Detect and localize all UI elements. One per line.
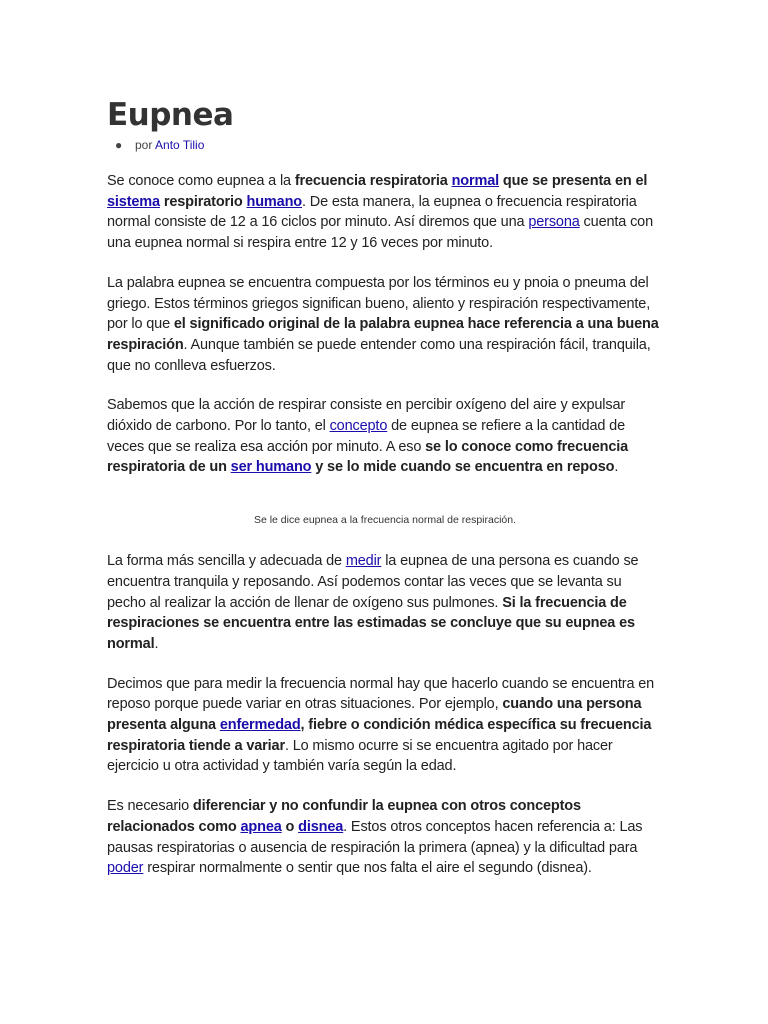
link-persona[interactable]: persona: [528, 214, 580, 231]
byline: [107, 137, 663, 153]
text: .: [154, 635, 159, 652]
text: . Aunque también se puede entender como una respiración fácil, tranquila, que no conlleva esfuerzos.: [107, 336, 651, 374]
text: La palabra eupnea se encuentra compuesta por los términos eu y pnoia o pneuma del griego. Estos términos griegos significan bueno, aliento y respiración respectivamente, por lo que: [107, 274, 651, 333]
bold-text: que se presenta en el: [499, 173, 648, 189]
link-poder[interactable]: poder: [107, 860, 144, 877]
link-ser-humano[interactable]: ser humano: [230, 459, 312, 476]
byline-prefix: por: [135, 138, 156, 152]
text: . Lo mismo ocurre si se encuentra agitado por hacer ejercicio u otra actividad y también varía según la edad.: [107, 737, 613, 775]
text: respirar normalmente o sentir que nos falta el aire el segundo (disnea).: [143, 860, 592, 877]
bold-text: se lo conoce como frecuencia respiratoria de un: [107, 438, 629, 476]
image-caption: Se le dice eupnea a la frecuencia normal de respiración.: [253, 514, 517, 527]
bold-text: Si la frecuencia de respiraciones se encuentra entre las estimadas se concluye que su eupnea es normal: [107, 594, 635, 652]
link-disnea[interactable]: disnea: [298, 818, 344, 835]
link-enfermedad[interactable]: enfermedad: [219, 717, 301, 734]
article-title: Eupnea: [107, 97, 234, 133]
paragraph-1: [107, 171, 663, 254]
text: Sabemos que la acción de respirar consiste en percibir oxígeno del aire y expulsar dióxido de carbono. Por lo tanto, el: [107, 397, 626, 435]
bold-text: frecuencia respiratoria: [294, 173, 452, 189]
paragraph-3: [107, 395, 663, 478]
text: Se conoce como eupnea a la: [107, 173, 295, 189]
text: la eupnea de una persona es cuando se encuentra tranquila y reposando. Así podemos contar las veces que se levanta su pecho al realizar la acción de llenar de oxígeno sus pulmones.: [107, 553, 639, 611]
text: Decimos que para medir la frecuencia normal hay que hacerlo cuando se encuentra en reposo porque puede variar en otras situaciones. Por ejemplo,: [107, 675, 655, 713]
link-humano[interactable]: humano: [246, 193, 303, 210]
bold-text: diferenciar y no confundir la eupnea con otros conceptos relacionados como: [107, 798, 581, 835]
text: de eupnea se refiere a la cantidad de veces que se realiza esa acción por minuto. A eso: [107, 418, 625, 455]
paragraph-5: [107, 674, 663, 778]
bullet-icon: ●: [115, 138, 123, 152]
link-apnea[interactable]: apnea: [240, 818, 282, 835]
text: La forma más sencilla y adecuada de: [107, 553, 346, 570]
bold-text: o: [281, 818, 299, 835]
bold-text: cuando una persona presenta alguna: [107, 696, 642, 734]
paragraph-6: [107, 796, 663, 879]
text: Es necesario: [107, 798, 193, 815]
link-concepto[interactable]: concepto: [329, 418, 388, 435]
bold-text: y se lo mide cuando se encuentra en reposo: [311, 459, 615, 476]
paragraph-2: [107, 273, 663, 377]
link-normal[interactable]: normal: [451, 173, 500, 189]
author-link[interactable]: Anto Tilio: [155, 138, 205, 152]
text: . Estos otros conceptos hacen referencia a: Las pausas respiratorias o ausencia de respiración la primera (apnea) y la dificultad para: [107, 818, 643, 856]
link-sistema[interactable]: sistema: [107, 193, 160, 210]
byline-item: [107, 137, 663, 153]
bold-text: respiratorio: [159, 193, 247, 210]
bold-text: el significado original de la palabra eupnea hace referencia a una buena respiración: [107, 316, 659, 353]
text: .: [614, 459, 619, 476]
paragraph-4: [107, 551, 663, 655]
article: [107, 96, 663, 879]
text: cuenta con una eupnea normal si respira entre 12 y 16 veces por minuto.: [107, 214, 653, 252]
link-medir[interactable]: medir: [345, 553, 382, 570]
bold-text: , fiebre o condición médica específica su frecuencia respiratoria tiende a variar: [107, 717, 652, 754]
text: . De esta manera, la eupnea o frecuencia respiratoria normal consiste de 12 a 16 ciclos por minuto. Así diremos que una: [107, 193, 637, 231]
